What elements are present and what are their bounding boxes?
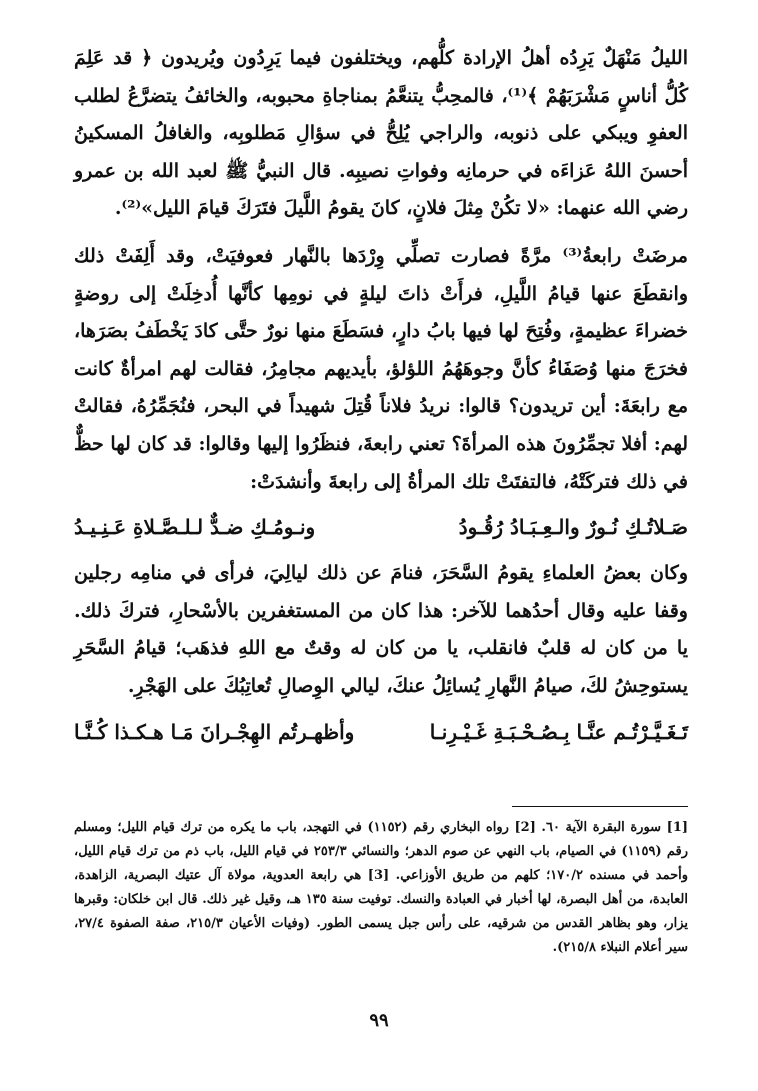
- verse-1-second-hemistich: ونـومُـكِ ضـدٌّ لـلـصَّـلاةِ عَـنِـيـدُ: [74, 515, 316, 540]
- page-number: ٩٩: [369, 1010, 389, 1031]
- verse-line-1: [74, 507, 688, 547]
- paragraph-rabia-dream: مرضَتْ رابعةُ⁽³⁾ مرَّةً فصارت تصلِّي وِرْدَها بالنَّهار فعوفيَتْ، وقد أَلِفَتْ ذلك وانقطَعَ عنها قيامُ اللَّيلِ، فرأَتْ ذاتَ ليلةٍ في نومِها كأنَّها أُدخِلَتْ إلى روضةٍ خضراءَ عظيمةٍ، وفُتِحَ لها فيها بابُ دارٍ، فسَطَعَ منها نورٌ حتَّى كادَ يَخْطَفُ بصَرَها، فخرَجَ منها وُصَفَاءُ كأنَّ وجوهَهُمُ اللؤلؤ، بأيديهم مجامِرُ، فقالت لهم امرأةٌ كانت مع رابعَةَ: أين تريدون؟ قالوا: نريدُ فلاناً قُتِلَ شهيداً في البحر، فنُجَمِّرُهُ، فقالتْ لهم: أفلا تجمِّرُونَ هذه المرأةَ؟ تعني رابعةَ، فنظَرُوا إليها وقالوا: قد كان لها حظٌّ في ذلك فتركَتْهُ، فالتفتَتْ تلك المرأةُ إلى رابعةَ وأنشدَتْ:: [74, 244, 688, 493]
- footnotes: [1] سورة البقرة الآية ٦٠. [2] رواه البخاري رقم (١١٥٢) في التهجد، باب ما يكره من ترك قيام الليل؛ ومسلم رقم (١١٥٩) في الصيام، باب النهي عن صوم الدهر؛ والنسائي ٢٥٣/٣ في قيام الليل، باب ذم من ترك قيام الليل، وأحمد في مسنده ١٧٠/٢؛ كلهم من طريق الأوزاعي. [3] هي رابعة العدوية، مولاة آل عتيك البصرية، الزاهدة، العابدة، من أهل البصرة، لها أخبار في العبادة والنسك. توفيت سنة ١٣٥ هـ، وقيل غير ذلك. قال ابن خلكان: وقبرها يزار، وهو بظاهر القدس من شرقيه، على رأس جبل يسمى الطور. (وفيات الأعيان ٢١٥/٣، صفة الصفوة ٢٧/٤، سير أعلام النبلاء ٢١٥/٨).: [74, 820, 689, 955]
- paragraph-scholar-dream: وكان بعضُ العلماءِ يقومُ السَّحَرَ، فنامَ عن ذلك ليالِيَ، فرأى في منامِه رجلين وقفا عليه وقال أحدُهما للآخر: هذا كان من المستغفرين بالأسْحارِ، فتركَ ذلك. يا من كان له قلبٌ فانقلب، يا من كان له وقتٌ مع اللهِ فذهَب؛ قيامُ السَّحَرِ يستوحِشُ لكَ، صيامُ النَّهارِ يُسائِلُ عنكَ، ليالي الوِصالِ تُعاتِبُكَ على الهَجْرِ.: [74, 562, 688, 697]
- page-body: [74, 40, 688, 760]
- verse-2-first-hemistich: تَـغَـيَّـرْتُـم عنَّـا بِـصُـحْـبَـةِ غَـيْـرِنـا: [429, 719, 688, 744]
- footnote-divider: [512, 806, 688, 807]
- paragraph-night-seekers: الليلُ مَنْهَلٌ يَرِدُه أهلُ الإرادة كلُّهم، ويختلفون فيما يَرِدُون ويُريدون ﴿ قد عَلِمَ كُلُّ أناسٍ مَشْرَبَهُمْ ﴾⁽¹⁾، فالمحِبُّ يتنعَّمُ بمناجاةِ محبوبه، والخائفُ يتضرَّعُ لطلب العفوِ ويبكي على ذنوبه، والراجي يُلِحُّ في سؤالِ مَطلوبِه، والغافلُ المسكينُ أحسنَ اللهُ عَزاءَه في حرمانِه وفواتِ نصيبِه. قال النبيُّ ﷺ لعبد الله بن عمرو رضي الله عنهما: «لا تكُنْ مِثلَ فلانٍ، كانَ يقومُ اللَّيلَ فتَرَكَ قيامَ الليل»⁽²⁾.: [74, 47, 688, 220]
- verse-1-first-hemistich: صَـلاتُـكِ نُـورٌ والـعِـبَـادُ رُقُـودُ: [458, 515, 688, 540]
- verse-2-second-hemistich: وأظهـرتُم الهِجْـرانَ مَـا هـكـذا كُـنَّـا: [74, 719, 355, 744]
- verse-line-2: [74, 712, 688, 752]
